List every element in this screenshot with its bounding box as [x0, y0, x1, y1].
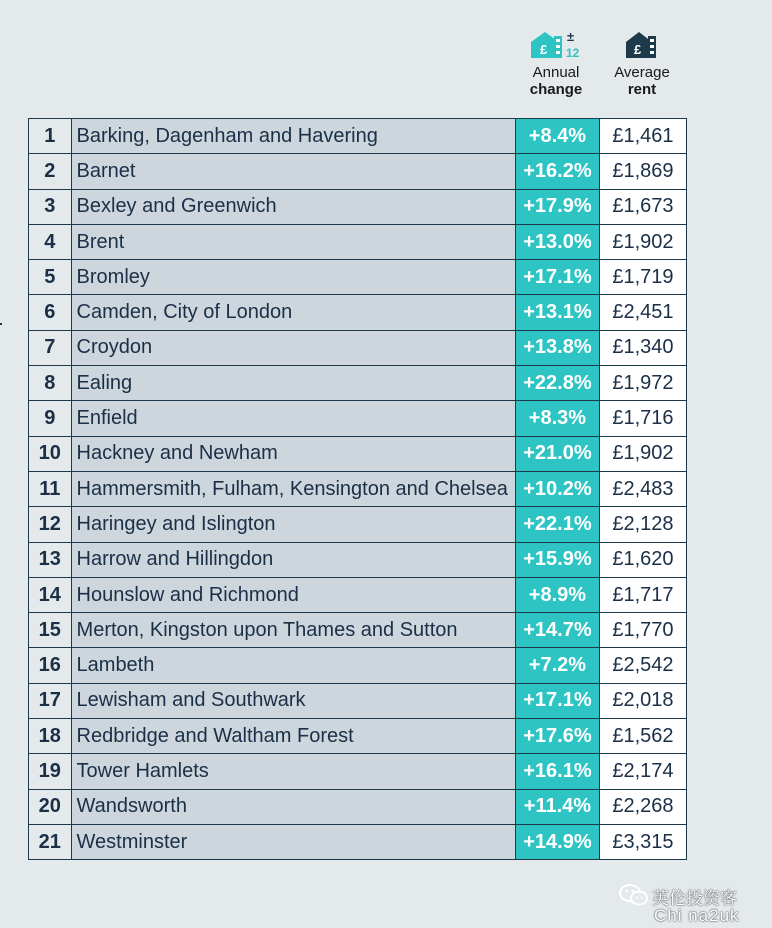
rank-cell: 16 [29, 648, 72, 683]
header-rent-line1: Average [614, 64, 670, 81]
average-rent-cell: £2,018 [599, 683, 686, 718]
table-row [29, 648, 687, 683]
table-row [29, 577, 687, 612]
area-cell: Camden, City of London [71, 295, 515, 330]
svg-text:£: £ [540, 42, 548, 57]
area-cell: Haringey and Islington [71, 507, 515, 542]
table-row [29, 295, 687, 330]
watermark-sub: Chi na2uk [654, 906, 740, 925]
header-change-line1: Annual [532, 64, 580, 81]
area-cell: Barking, Dagenham and Havering [71, 119, 515, 154]
rank-cell: 13 [29, 542, 72, 577]
rank-cell: 19 [29, 754, 72, 789]
annual-change-cell: +14.7% [515, 613, 599, 648]
average-rent-cell: £1,770 [599, 613, 686, 648]
annual-change-cell: +17.1% [515, 260, 599, 295]
area-cell: Hounslow and Richmond [71, 577, 515, 612]
area-cell: Ealing [71, 366, 515, 401]
watermark [614, 882, 772, 928]
average-rent-cell: £1,902 [599, 224, 686, 259]
area-cell: Enfield [71, 401, 515, 436]
table-row [29, 224, 687, 259]
average-rent-cell: £1,717 [599, 577, 686, 612]
rank-cell: 9 [29, 401, 72, 436]
rank-cell: 11 [29, 471, 72, 506]
table-row [29, 542, 687, 577]
badge-months: 12 [566, 46, 580, 60]
rank-cell: 2 [29, 154, 72, 189]
average-rent-cell: £1,562 [599, 719, 686, 754]
area-cell: Bromley [71, 260, 515, 295]
house-pound-plus-minus-12-icon [528, 28, 584, 60]
average-rent-cell: £2,451 [599, 295, 686, 330]
watermark-name: 英伦投资客 [652, 889, 737, 908]
rank-cell: 17 [29, 683, 72, 718]
annual-change-cell: +15.9% [515, 542, 599, 577]
rank-cell: 18 [29, 719, 72, 754]
header-annual-change [514, 28, 598, 98]
average-rent-cell: £1,719 [599, 260, 686, 295]
rent-table-body [29, 119, 687, 860]
house-pound-icon [622, 28, 662, 60]
average-rent-cell: £1,620 [599, 542, 686, 577]
header-average-rent [598, 28, 686, 98]
area-cell: Brent [71, 224, 515, 259]
average-rent-cell: £1,716 [599, 401, 686, 436]
header-change-line2: change [529, 81, 583, 98]
table-row [29, 401, 687, 436]
rank-cell: 3 [29, 189, 72, 224]
average-rent-cell: £3,315 [599, 824, 686, 859]
annual-change-cell: +13.1% [515, 295, 599, 330]
average-rent-cell: £2,268 [599, 789, 686, 824]
average-rent-cell: £1,673 [599, 189, 686, 224]
column-headers [0, 28, 772, 108]
area-cell: Westminster [71, 824, 515, 859]
header-rent-line2: rent [627, 81, 657, 98]
rank-cell: 20 [29, 789, 72, 824]
area-cell: Barnet [71, 154, 515, 189]
annual-change-cell: +16.2% [515, 154, 599, 189]
table-row [29, 436, 687, 471]
area-cell: Bexley and Greenwich [71, 189, 515, 224]
rank-cell: 1 [29, 119, 72, 154]
annual-change-cell: +8.3% [515, 401, 599, 436]
table-row [29, 719, 687, 754]
average-rent-cell: £2,174 [599, 754, 686, 789]
rank-cell: 8 [29, 366, 72, 401]
area-cell: Croydon [71, 330, 515, 365]
table-row [29, 613, 687, 648]
table-row [29, 330, 687, 365]
area-cell: Tower Hamlets [71, 754, 515, 789]
badge-plus-minus: ± [567, 29, 575, 44]
average-rent-cell: £2,542 [599, 648, 686, 683]
annual-change-cell: +10.2% [515, 471, 599, 506]
average-rent-cell: £1,902 [599, 436, 686, 471]
annual-change-cell: +13.0% [515, 224, 599, 259]
table-row [29, 507, 687, 542]
annual-change-cell: +11.4% [515, 789, 599, 824]
annual-change-cell: +22.1% [515, 507, 599, 542]
table-row [29, 154, 687, 189]
area-cell: Lewisham and Southwark [71, 683, 515, 718]
average-rent-cell: £1,340 [599, 330, 686, 365]
annual-change-cell: +22.8% [515, 366, 599, 401]
area-cell: Merton, Kingston upon Thames and Sutton [71, 613, 515, 648]
rank-cell: 10 [29, 436, 72, 471]
area-cell: Hackney and Newham [71, 436, 515, 471]
rank-cell: 7 [29, 330, 72, 365]
annual-change-cell: +16.1% [515, 754, 599, 789]
table-row [29, 366, 687, 401]
table-row [29, 189, 687, 224]
svg-text:£: £ [634, 42, 642, 57]
annual-change-cell: +17.1% [515, 683, 599, 718]
annual-change-cell: +21.0% [515, 436, 599, 471]
area-cell: Redbridge and Waltham Forest [71, 719, 515, 754]
annual-change-cell: +8.4% [515, 119, 599, 154]
edge-mark [0, 323, 2, 325]
average-rent-cell: £1,972 [599, 366, 686, 401]
average-rent-cell: £1,869 [599, 154, 686, 189]
table-row [29, 471, 687, 506]
rent-table [28, 118, 687, 860]
rank-cell: 14 [29, 577, 72, 612]
table-row [29, 824, 687, 859]
rank-cell: 15 [29, 613, 72, 648]
annual-change-cell: +17.9% [515, 189, 599, 224]
average-rent-cell: £2,483 [599, 471, 686, 506]
rank-cell: 21 [29, 824, 72, 859]
average-rent-cell: £2,128 [599, 507, 686, 542]
area-cell: Wandsworth [71, 789, 515, 824]
area-cell: Harrow and Hillingdon [71, 542, 515, 577]
table-row [29, 754, 687, 789]
area-cell: Lambeth [71, 648, 515, 683]
rank-cell: 5 [29, 260, 72, 295]
wechat-icon [618, 882, 650, 908]
annual-change-cell: +8.9% [515, 577, 599, 612]
table-row [29, 683, 687, 718]
rank-cell: 12 [29, 507, 72, 542]
table-row [29, 260, 687, 295]
annual-change-cell: +17.6% [515, 719, 599, 754]
table-row [29, 789, 687, 824]
annual-change-cell: +14.9% [515, 824, 599, 859]
rank-cell: 6 [29, 295, 72, 330]
annual-change-cell: +7.2% [515, 648, 599, 683]
rank-cell: 4 [29, 224, 72, 259]
table-row [29, 119, 687, 154]
average-rent-cell: £1,461 [599, 119, 686, 154]
area-cell: Hammersmith, Fulham, Kensington and Chelsea [71, 471, 515, 506]
annual-change-cell: +13.8% [515, 330, 599, 365]
